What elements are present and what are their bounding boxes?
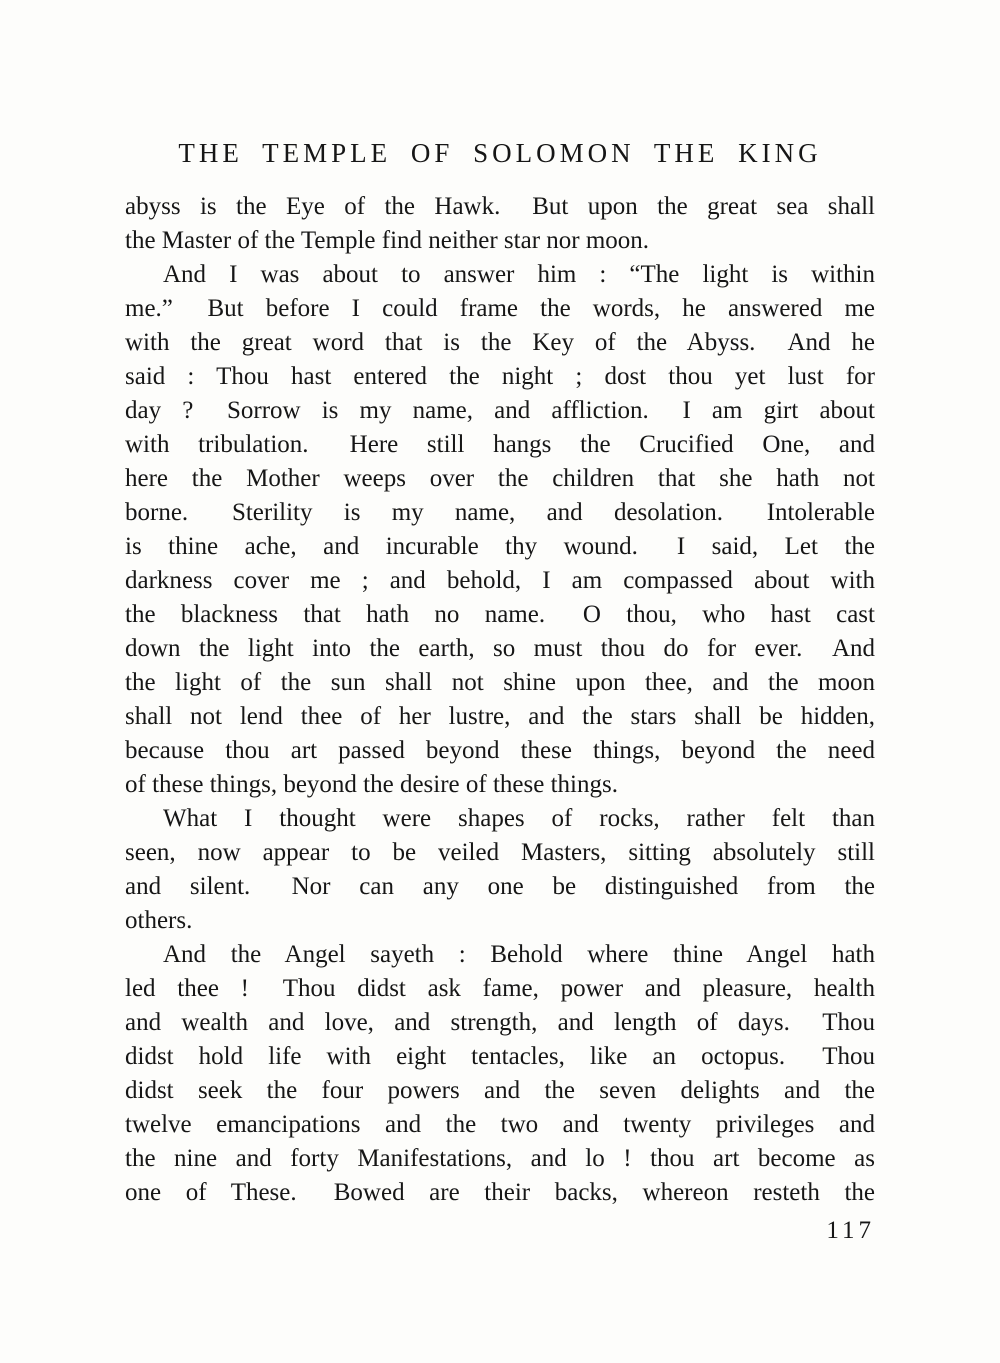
text-line: borne. Sterility is my name, and desolation. Intolerable — [125, 499, 875, 526]
text-line: the light of the sun shall not shine upon thee, and the moon — [125, 669, 875, 696]
text-line: the nine and forty Manifestations, and lo ! thou art become as — [125, 1145, 875, 1172]
text-line: day ? Sorrow is my name, and affliction. I am girt about — [125, 397, 875, 424]
text-line: led thee ! Thou didst ask fame, power and pleasure, health — [125, 975, 875, 1002]
text-line: said : Thou hast entered the night ; dost thou yet lust for — [125, 363, 875, 390]
text-line: me.” But before I could frame the words, he answered me — [125, 295, 875, 322]
text-line: What I thought were shapes of rocks, rather felt than — [163, 805, 875, 832]
text-line: And I was about to answer him : “The light is within — [163, 261, 875, 288]
text-line: and wealth and love, and strength, and length of days. Thou — [125, 1009, 875, 1036]
body-text — [125, 190, 875, 1210]
text-line: and silent. Nor can any one be distinguished from the — [125, 873, 875, 900]
text-line: down the light into the earth, so must thou do for ever. And — [125, 635, 875, 662]
text-line: with the great word that is the Key of the Abyss. And he — [125, 329, 875, 356]
page-number: 117 — [826, 1217, 875, 1244]
text-line: And the Angel sayeth : Behold where thine Angel hath — [163, 941, 875, 968]
text-line: is thine ache, and incurable thy wound. I said, Let the — [125, 533, 875, 560]
running-header: THE TEMPLE OF SOLOMON THE KING — [178, 138, 822, 168]
text-line: shall not lend thee of her lustre, and the stars shall be hidden, — [125, 703, 875, 730]
text-line: with tribulation. Here still hangs the Crucified One, and — [125, 431, 875, 458]
text-line: the blackness that hath no name. O thou, who hast cast — [125, 601, 875, 628]
text-line: darkness cover me ; and behold, I am compassed about with — [125, 567, 875, 594]
text-line: because thou art passed beyond these things, beyond the need — [125, 737, 875, 764]
text-line: one of These. Bowed are their backs, whereon resteth the — [125, 1179, 875, 1206]
text-line: the Master of the Temple find neither star nor moon. — [125, 227, 650, 254]
text-line: abyss is the Eye of the Hawk. But upon the great sea shall — [125, 193, 875, 220]
text-line: of these things, beyond the desire of these things. — [125, 771, 618, 798]
text-line: didst hold life with eight tentacles, like an octopus. Thou — [125, 1043, 875, 1070]
text-line: others. — [125, 907, 193, 934]
text-line: twelve emancipations and the two and twenty privileges and — [125, 1111, 875, 1138]
text-line: here the Mother weeps over the children that she hath not — [125, 465, 875, 492]
text-block — [125, 136, 875, 1248]
text-line: didst seek the four powers and the seven delights and the — [125, 1077, 875, 1104]
text-line: seen, now appear to be veiled Masters, sitting absolutely still — [125, 839, 875, 866]
